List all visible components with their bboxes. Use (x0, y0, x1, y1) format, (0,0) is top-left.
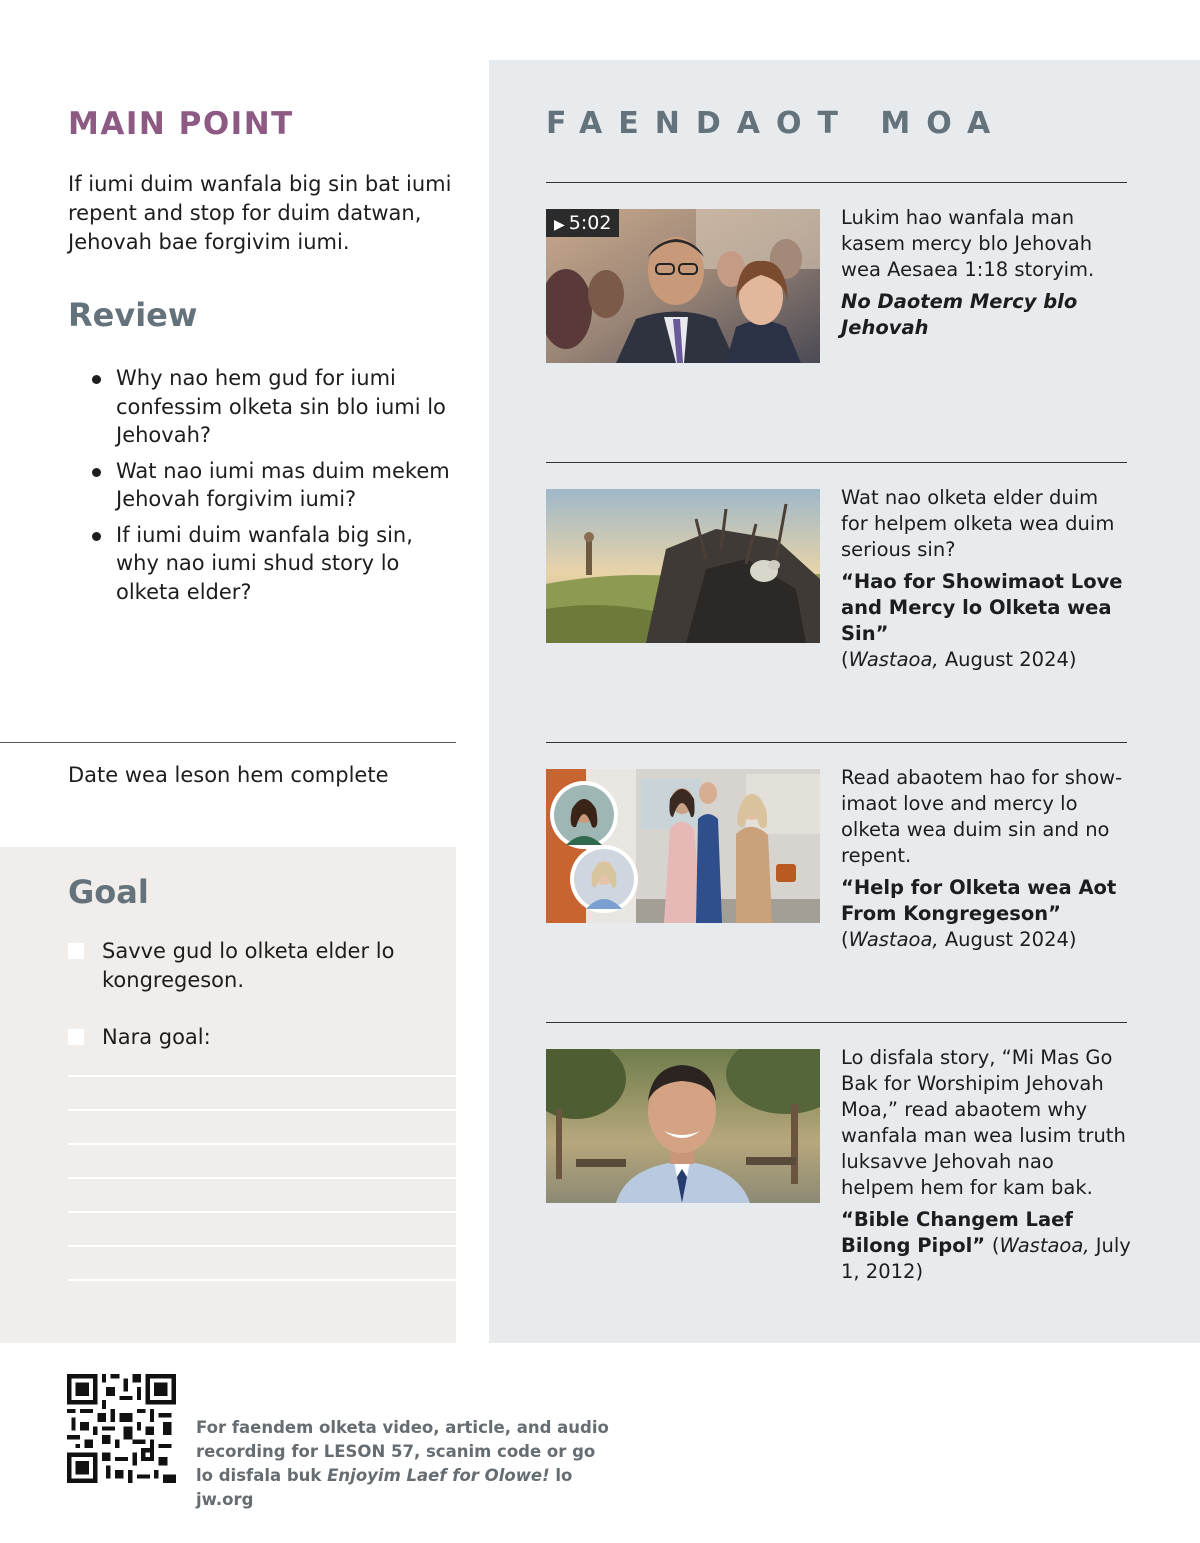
video-duration: 5:02 (568, 212, 612, 234)
bullet-icon (92, 375, 101, 384)
source-date: July 1, 2012 (841, 1234, 1131, 1283)
divider (546, 1022, 1127, 1023)
review-item (92, 521, 452, 607)
resource-source: (Wastaoa, August 2024) (841, 648, 1077, 671)
footer-text-main: For faendem olketa video, article, and audio recording for LESON 57, scanim code or go lo disfala buk (196, 1418, 609, 1485)
article-thumbnail[interactable] (546, 1049, 820, 1203)
resource-text (841, 205, 1131, 341)
article-thumbnail[interactable] (546, 769, 820, 923)
write-line[interactable] (68, 1177, 456, 1179)
bullet-icon (92, 468, 101, 477)
date-completed-label: Date wea leson hem complete (68, 763, 389, 787)
review-title: Review (68, 296, 198, 334)
source-publication: Wastaoa, (999, 1234, 1090, 1257)
source-publication: Wastaoa, (848, 928, 939, 951)
goal-item-other[interactable] (68, 1023, 438, 1052)
write-line[interactable] (68, 1109, 456, 1111)
smiling-man-portrait-image (546, 1049, 820, 1203)
goal-item-text: Nara goal: (102, 1025, 211, 1049)
source-date: August 2024 (944, 928, 1069, 951)
resource-description: Lukim hao wanfala man kasem mercy blo Jehovah wea Aesaea 1:18 storyim. (841, 206, 1095, 281)
resource-source: (Wastaoa, July 1, 2012) (841, 1234, 1131, 1283)
congregation-greeting-image (546, 769, 820, 923)
resource-reference-link[interactable]: “Hao for Showimaot Love and Mercy lo Olketa wea Sin” (841, 570, 1123, 645)
divider (546, 182, 1127, 183)
footer-book-title: Enjoyim Laef for Olowe! (327, 1466, 550, 1485)
write-line[interactable] (68, 1279, 456, 1281)
checkbox-icon[interactable] (68, 1029, 84, 1045)
source-date: August 2024 (944, 648, 1069, 671)
resource-reference-title: “Bible Changem Laef Bilong Pipol” (841, 1208, 1073, 1257)
write-line[interactable] (68, 1211, 456, 1213)
goal-section (0, 847, 456, 1343)
video-duration-badge (546, 209, 619, 237)
checkbox-icon[interactable] (68, 943, 84, 959)
resource-reference-link[interactable]: No Daotem Mercy blo Jehovah (841, 290, 1078, 339)
resource-source: (Wastaoa, August 2024) (841, 928, 1077, 951)
review-list (92, 364, 452, 613)
shepherd-painting-image (546, 489, 820, 643)
resource-reference-link[interactable]: “Help for Olketa wea Aot From Kongregeson” (841, 876, 1117, 925)
divider (0, 742, 456, 743)
divider (546, 462, 1127, 463)
resource-description: Lo disfala story, “Mi Mas Go Bak for Worshipim Jehovah Moa,” read abaotem why wanfala man wea lusim truth luksavve Jehovah nao helpem hem for kam bak. (841, 1046, 1126, 1199)
write-line[interactable] (68, 1143, 456, 1145)
footer-text (196, 1416, 616, 1512)
divider (546, 742, 1127, 743)
resource-description: Read abaotem hao for show-imaot love and mercy lo olketa wea duim sin and no repent. (841, 766, 1123, 867)
video-thumbnail[interactable] (546, 209, 820, 363)
resource-reference-link[interactable] (841, 1207, 1131, 1285)
resource-text (841, 485, 1131, 673)
article-thumbnail[interactable] (546, 489, 820, 643)
review-item-text: Wat nao iumi mas duim mekem Jehovah forgivim iumi? (116, 458, 450, 511)
source-publication: Wastaoa, (848, 648, 939, 671)
review-item-text: If iumi duim wanfala big sin, why nao iumi shud story lo olketa elder? (116, 522, 413, 604)
review-item (92, 457, 452, 514)
play-icon: ▶ (554, 217, 565, 233)
resource-text (841, 765, 1131, 953)
goal-item-text: Savve gud lo olketa elder lo kongregeson. (102, 939, 395, 992)
bullet-icon (92, 532, 101, 541)
write-line[interactable] (68, 1075, 456, 1077)
resource-description: Wat nao olketa elder duim for helpem olketa wea duim serious sin? (841, 486, 1115, 561)
faendaot-moa-title: FAENDAOT MOA (546, 106, 1007, 141)
qr-code-icon[interactable] (67, 1374, 176, 1483)
footer-site-link[interactable]: lo jw.org (196, 1466, 573, 1509)
resource-text (841, 1045, 1131, 1285)
review-item-text: Why nao hem gud for iumi confessim olketa sin blo iumi lo Jehovah? (116, 366, 446, 447)
main-point-text: If iumi duim wanfala big sin bat iumi repent and stop for duim datwan, Jehovah bae forgivim iumi. (68, 172, 452, 254)
review-item (92, 364, 452, 450)
goal-title: Goal (68, 873, 149, 911)
goal-item-elders[interactable] (68, 937, 438, 994)
main-point-title: MAIN POINT (68, 106, 294, 142)
write-line[interactable] (68, 1245, 456, 1247)
